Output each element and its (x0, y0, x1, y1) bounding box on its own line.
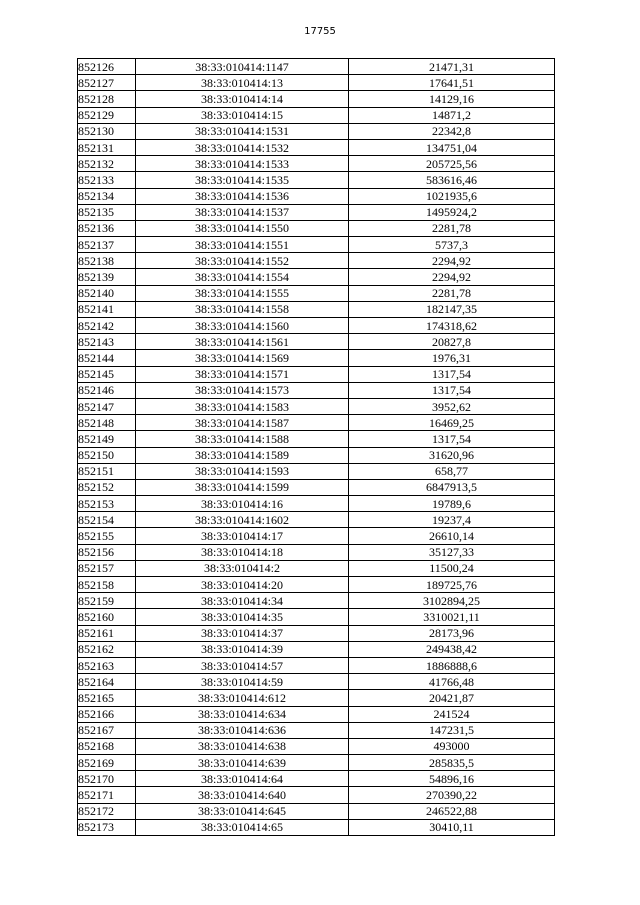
cadastral-number-cell: 38:33:010414:1602 (136, 512, 349, 528)
cadastral-number-cell: 38:33:010414:1560 (136, 318, 349, 334)
table-row (78, 496, 555, 512)
table-row (78, 253, 555, 269)
table-row (78, 75, 555, 91)
table-row (78, 350, 555, 366)
table-row (78, 59, 555, 75)
cadastral-number-cell: 38:33:010414:1536 (136, 188, 349, 204)
row-number-cell: 852143 (78, 334, 136, 350)
row-number-cell: 852149 (78, 431, 136, 447)
cadastral-number-cell: 38:33:010414:1573 (136, 382, 349, 398)
cadastral-number-cell: 38:33:010414:1589 (136, 447, 349, 463)
cadastral-number-cell: 38:33:010414:1588 (136, 431, 349, 447)
row-number-cell: 852145 (78, 366, 136, 382)
row-number-cell: 852156 (78, 544, 136, 560)
row-number-cell: 852130 (78, 123, 136, 139)
cadastral-value-cell: 28173,96 (349, 625, 555, 641)
cadastral-value-table (77, 58, 555, 836)
cadastral-number-cell: 38:33:010414:645 (136, 803, 349, 819)
row-number-cell: 852165 (78, 690, 136, 706)
table-row (78, 398, 555, 414)
row-number-cell: 852127 (78, 75, 136, 91)
cadastral-number-cell: 38:33:010414:1537 (136, 204, 349, 220)
cadastral-value-cell: 5737,3 (349, 237, 555, 253)
cadastral-number-cell: 38:33:010414:1147 (136, 59, 349, 75)
cadastral-number-cell: 38:33:010414:1587 (136, 415, 349, 431)
table-row (78, 641, 555, 657)
row-number-cell: 852148 (78, 415, 136, 431)
cadastral-number-cell: 38:33:010414:1533 (136, 156, 349, 172)
table-row (78, 657, 555, 673)
row-number-cell: 852157 (78, 560, 136, 576)
row-number-cell: 852132 (78, 156, 136, 172)
row-number-cell: 852134 (78, 188, 136, 204)
table-row (78, 285, 555, 301)
cadastral-number-cell: 38:33:010414:1535 (136, 172, 349, 188)
cadastral-number-cell: 38:33:010414:1555 (136, 285, 349, 301)
row-number-cell: 852135 (78, 204, 136, 220)
cadastral-number-cell: 38:33:010414:39 (136, 641, 349, 657)
cadastral-value-cell: 2281,78 (349, 220, 555, 236)
cadastral-number-cell: 38:33:010414:1599 (136, 479, 349, 495)
cadastral-number-cell: 38:33:010414:639 (136, 755, 349, 771)
row-number-cell: 852166 (78, 706, 136, 722)
cadastral-value-cell: 3102894,25 (349, 593, 555, 609)
table-row (78, 674, 555, 690)
table-row (78, 738, 555, 754)
cadastral-number-cell: 38:33:010414:17 (136, 528, 349, 544)
row-number-cell: 852158 (78, 577, 136, 593)
table-row (78, 139, 555, 155)
table-row (78, 787, 555, 803)
table-row (78, 819, 555, 835)
cadastral-value-cell: 3952,62 (349, 398, 555, 414)
table-row (78, 755, 555, 771)
cadastral-value-cell: 16469,25 (349, 415, 555, 431)
table-row (78, 771, 555, 787)
cadastral-value-cell: 35127,33 (349, 544, 555, 560)
cadastral-value-cell: 174318,62 (349, 318, 555, 334)
cadastral-value-cell: 285835,5 (349, 755, 555, 771)
table-row (78, 269, 555, 285)
row-number-cell: 852129 (78, 107, 136, 123)
table-row (78, 156, 555, 172)
cadastral-value-cell: 205725,56 (349, 156, 555, 172)
table-row (78, 301, 555, 317)
cadastral-number-cell: 38:33:010414:1558 (136, 301, 349, 317)
cadastral-number-cell: 38:33:010414:1571 (136, 366, 349, 382)
table-row (78, 415, 555, 431)
cadastral-value-cell: 1021935,6 (349, 188, 555, 204)
table-row (78, 107, 555, 123)
cadastral-number-cell: 38:33:010414:34 (136, 593, 349, 609)
cadastral-number-cell: 38:33:010414:65 (136, 819, 349, 835)
table-row (78, 722, 555, 738)
cadastral-number-cell: 38:33:010414:1550 (136, 220, 349, 236)
cadastral-value-cell: 1976,31 (349, 350, 555, 366)
row-number-cell: 852147 (78, 398, 136, 414)
cadastral-value-cell: 11500,24 (349, 560, 555, 576)
row-number-cell: 852126 (78, 59, 136, 75)
cadastral-value-cell: 134751,04 (349, 139, 555, 155)
cadastral-number-cell: 38:33:010414:1554 (136, 269, 349, 285)
row-number-cell: 852140 (78, 285, 136, 301)
cadastral-number-cell: 38:33:010414:35 (136, 609, 349, 625)
table-row (78, 237, 555, 253)
cadastral-number-cell: 38:33:010414:1569 (136, 350, 349, 366)
cadastral-number-cell: 38:33:010414:1561 (136, 334, 349, 350)
table-body (78, 59, 555, 836)
row-number-cell: 852173 (78, 819, 136, 835)
cadastral-value-cell: 2294,92 (349, 253, 555, 269)
row-number-cell: 852155 (78, 528, 136, 544)
table-row (78, 560, 555, 576)
row-number-cell: 852131 (78, 139, 136, 155)
row-number-cell: 852164 (78, 674, 136, 690)
row-number-cell: 852159 (78, 593, 136, 609)
row-number-cell: 852142 (78, 318, 136, 334)
table-row (78, 172, 555, 188)
cadastral-value-cell: 270390,22 (349, 787, 555, 803)
row-number-cell: 852154 (78, 512, 136, 528)
table-row (78, 528, 555, 544)
cadastral-value-cell: 493000 (349, 738, 555, 754)
row-number-cell: 852162 (78, 641, 136, 657)
cadastral-value-cell: 147231,5 (349, 722, 555, 738)
table-row (78, 382, 555, 398)
cadastral-value-cell: 19237,4 (349, 512, 555, 528)
cadastral-value-cell: 182147,35 (349, 301, 555, 317)
cadastral-value-cell: 583616,46 (349, 172, 555, 188)
cadastral-value-cell: 241524 (349, 706, 555, 722)
cadastral-number-cell: 38:33:010414:2 (136, 560, 349, 576)
row-number-cell: 852146 (78, 382, 136, 398)
table-row (78, 803, 555, 819)
table-row (78, 512, 555, 528)
table-row (78, 593, 555, 609)
cadastral-number-cell: 38:33:010414:59 (136, 674, 349, 690)
row-number-cell: 852170 (78, 771, 136, 787)
row-number-cell: 852151 (78, 463, 136, 479)
cadastral-value-cell: 189725,76 (349, 577, 555, 593)
cadastral-number-cell: 38:33:010414:20 (136, 577, 349, 593)
row-number-cell: 852172 (78, 803, 136, 819)
row-number-cell: 852171 (78, 787, 136, 803)
table-row (78, 318, 555, 334)
cadastral-value-cell: 246522,88 (349, 803, 555, 819)
table-row (78, 123, 555, 139)
table-row (78, 463, 555, 479)
table-row (78, 334, 555, 350)
cadastral-value-cell: 1317,54 (349, 431, 555, 447)
cadastral-value-cell: 2294,92 (349, 269, 555, 285)
cadastral-number-cell: 38:33:010414:13 (136, 75, 349, 91)
cadastral-value-cell: 1317,54 (349, 366, 555, 382)
table-row (78, 91, 555, 107)
row-number-cell: 852133 (78, 172, 136, 188)
cadastral-value-cell: 3310021,11 (349, 609, 555, 625)
cadastral-value-cell: 31620,96 (349, 447, 555, 463)
row-number-cell: 852144 (78, 350, 136, 366)
row-number-cell: 852161 (78, 625, 136, 641)
cadastral-value-cell: 658,77 (349, 463, 555, 479)
row-number-cell: 852137 (78, 237, 136, 253)
table-row (78, 220, 555, 236)
cadastral-value-cell: 20421,87 (349, 690, 555, 706)
table-row (78, 544, 555, 560)
cadastral-value-cell: 26610,14 (349, 528, 555, 544)
table-row (78, 188, 555, 204)
row-number-cell: 852169 (78, 755, 136, 771)
cadastral-value-cell: 21471,31 (349, 59, 555, 75)
cadastral-number-cell: 38:33:010414:15 (136, 107, 349, 123)
row-number-cell: 852168 (78, 738, 136, 754)
cadastral-number-cell: 38:33:010414:612 (136, 690, 349, 706)
table-row (78, 706, 555, 722)
cadastral-number-cell: 38:33:010414:64 (136, 771, 349, 787)
cadastral-number-cell: 38:33:010414:57 (136, 657, 349, 673)
cadastral-number-cell: 38:33:010414:14 (136, 91, 349, 107)
cadastral-value-cell: 22342,8 (349, 123, 555, 139)
row-number-cell: 852150 (78, 447, 136, 463)
table-row (78, 431, 555, 447)
table-row (78, 690, 555, 706)
cadastral-value-cell: 6847913,5 (349, 479, 555, 495)
cadastral-number-cell: 38:33:010414:1531 (136, 123, 349, 139)
row-number-cell: 852139 (78, 269, 136, 285)
cadastral-value-cell: 14129,16 (349, 91, 555, 107)
table-row (78, 447, 555, 463)
cadastral-number-cell: 38:33:010414:634 (136, 706, 349, 722)
table-row (78, 204, 555, 220)
table-row (78, 577, 555, 593)
cadastral-number-cell: 38:33:010414:640 (136, 787, 349, 803)
row-number-cell: 852141 (78, 301, 136, 317)
table-row (78, 366, 555, 382)
cadastral-value-cell: 30410,11 (349, 819, 555, 835)
row-number-cell: 852160 (78, 609, 136, 625)
cadastral-number-cell: 38:33:010414:638 (136, 738, 349, 754)
row-number-cell: 852128 (78, 91, 136, 107)
cadastral-number-cell: 38:33:010414:1593 (136, 463, 349, 479)
cadastral-number-cell: 38:33:010414:16 (136, 496, 349, 512)
table-row (78, 625, 555, 641)
cadastral-number-cell: 38:33:010414:1532 (136, 139, 349, 155)
cadastral-value-cell: 249438,42 (349, 641, 555, 657)
cadastral-value-cell: 1317,54 (349, 382, 555, 398)
cadastral-number-cell: 38:33:010414:37 (136, 625, 349, 641)
page-number: 17755 (304, 26, 336, 37)
cadastral-value-cell: 2281,78 (349, 285, 555, 301)
row-number-cell: 852153 (78, 496, 136, 512)
cadastral-number-cell: 38:33:010414:18 (136, 544, 349, 560)
cadastral-value-cell: 19789,6 (349, 496, 555, 512)
row-number-cell: 852167 (78, 722, 136, 738)
cadastral-number-cell: 38:33:010414:1583 (136, 398, 349, 414)
row-number-cell: 852138 (78, 253, 136, 269)
cadastral-value-cell: 1495924,2 (349, 204, 555, 220)
table-row (78, 609, 555, 625)
cadastral-number-cell: 38:33:010414:1551 (136, 237, 349, 253)
cadastral-value-cell: 54896,16 (349, 771, 555, 787)
cadastral-number-cell: 38:33:010414:636 (136, 722, 349, 738)
row-number-cell: 852136 (78, 220, 136, 236)
cadastral-value-cell: 17641,51 (349, 75, 555, 91)
cadastral-value-cell: 41766,48 (349, 674, 555, 690)
table-row (78, 479, 555, 495)
row-number-cell: 852163 (78, 657, 136, 673)
row-number-cell: 852152 (78, 479, 136, 495)
cadastral-value-cell: 20827,8 (349, 334, 555, 350)
cadastral-value-cell: 14871,2 (349, 107, 555, 123)
cadastral-number-cell: 38:33:010414:1552 (136, 253, 349, 269)
cadastral-value-cell: 1886888,6 (349, 657, 555, 673)
